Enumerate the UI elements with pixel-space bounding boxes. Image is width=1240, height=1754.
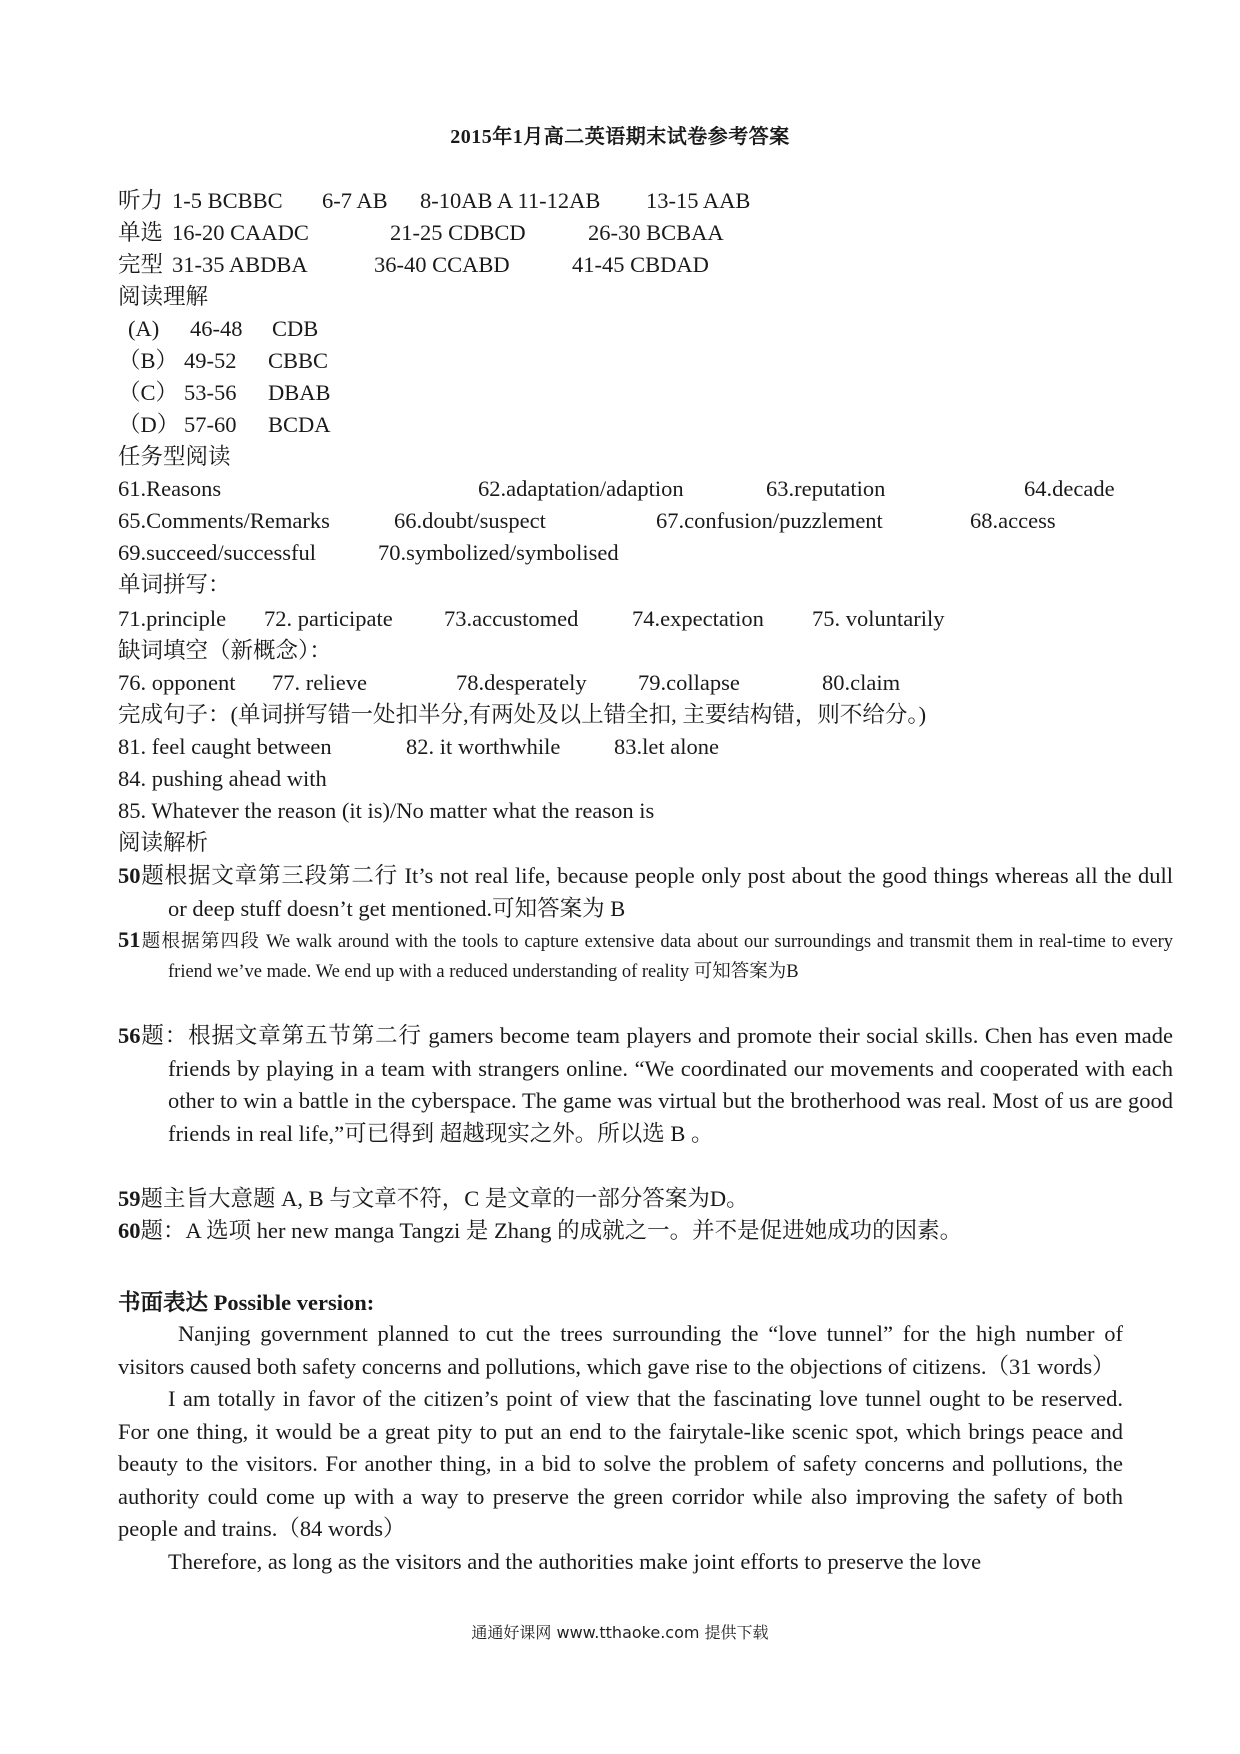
task-answer: 70.symbolized/symbolised [378,540,619,565]
writing-essay [118,1318,1123,1578]
spelling-answer: 73.accustomed [444,606,579,631]
analysis-q56 [118,1020,1173,1150]
listening-label: 听力 [118,188,164,213]
sentences-label: 完成句子：(单词拼写错一处扣半分,有两处及以上错全扣, 主要结构错，则不给分。) [118,702,927,727]
reading-answer: BCDA [268,412,331,437]
task-answer: 64.decade [1024,476,1115,501]
task-answer: 66.doubt/suspect [394,508,546,533]
spelling-answer: 71.principle [118,606,227,631]
listening-group: 13-15 AAB [646,188,751,213]
question-number: 56 [118,1023,141,1048]
page-title: 2015年1月高二英语期末试卷参考答案 [450,126,790,148]
reading-range: 46-48 [190,316,243,341]
question-number: 60 [118,1218,141,1243]
fill-blank-answer: 78.desperately [456,670,587,695]
fill-blank-answer: 79.collapse [638,670,740,695]
task-answer: 65.Comments/Remarks [118,508,330,533]
essay-paragraph: I am totally in favor of the citizen’s point of view that the fascinating love tunnel ought to be reserved. For one thing, it would be a great pity to put an end to the fairytale-like scenic spot, which brings peace and beauty to the visitors. For another thing, in a bid to solve the problem of safety concerns and pollutions, the authority could come up with a way to preserve the green corridor while also improving the safety of both people and trains.（84 words） [118,1386,1123,1541]
fill-blank-answer: 80.claim [822,670,901,695]
reading-part: （C） [118,380,179,405]
fill-blank-answer: 76. opponent [118,670,236,695]
cloze-label: 完型 [118,252,164,277]
essay-paragraph: Nanjing government planned to cut the trees surrounding the “love tunnel” for the high number of visitors caused both safety concerns and pollutions, which gave rise to the objections of citizens.（31 words） [118,1321,1123,1379]
reading-range: 57-60 [184,412,237,437]
analysis-text: 题主旨大意题 A, B 与文章不符，C 是文章的一部分答案为D。 [140,1186,749,1211]
cloze-group: 41-45 CBDAD [572,252,709,277]
reading-part: （B） [118,348,179,373]
cloze-group: 31-35 ABDBA [172,252,308,277]
analysis-q59 [118,1183,1123,1216]
sentence-answer-85: 85. Whatever the reason (it is)/No matter what the reason is [118,798,655,823]
reading-answer: CDB [272,316,319,341]
sentence-answer-84: 84. pushing ahead with [118,766,327,791]
reading-label: 阅读理解 [118,284,209,309]
reading-range: 53-56 [184,380,237,405]
reading-part: （D） [118,412,180,437]
analysis-q51 [118,925,1173,987]
reading-answer: DBAB [268,380,331,405]
single-choice-group: 16-20 CAADC [172,220,309,245]
question-number: 59 [118,1186,141,1211]
listening-group: 6-7 AB [322,188,388,213]
task-answer: 62.adaptation/adaption [478,476,684,501]
spelling-answer: 75. voluntarily [812,606,945,631]
spelling-answer: 72. participate [264,606,393,631]
reading-answer: CBBC [268,348,329,373]
analysis-text: 题：A 选项 her new manga Tangzi 是 Zhang 的成就之一。并不是促进她成功的因素。 [140,1218,963,1243]
analysis-text: 题：根据文章第五节第二行 gamers become team players and promote their social skills. Chen has even made friends by playing in a team with strangers online. “We coordinated our movements and cooperated with each other to win a battle in the cyberspace. The game was virtual but the brotherhood was real. Most of us are good friends in real life,”可已得到 超越现实之外。所以选 B 。 [140,1023,1173,1146]
fill-blank-label: 缺词填空（新概念）： [118,638,332,663]
reading-range: 49-52 [184,348,237,373]
task-answer: 61.Reasons [118,476,222,501]
task-reading-label: 任务型阅读 [118,444,231,469]
analysis-q50 [118,860,1173,925]
analysis-text: 题根据文章第三段第二行 It’s not real life, because people only post about the good things whereas all the dull or deep stuff doesn’t get mentioned.可知答案为 B [140,863,1173,921]
single-choice-group: 21-25 CDBCD [390,220,526,245]
spelling-answer: 74.expectation [632,606,764,631]
writing-heading: 书面表达 Possible version: [118,1290,375,1315]
essay-paragraph: Therefore, as long as the visitors and the authorities make joint efforts to preserve the love [168,1548,982,1574]
cloze-group: 36-40 CCABD [374,252,510,277]
listening-group: 8-10AB A 11-12AB [420,188,601,213]
task-answer: 67.confusion/puzzlement [656,508,883,533]
sentence-answer: 83.let alone [614,734,719,759]
question-number: 50 [118,863,141,888]
analysis-text: 题根据第四段 We walk around with the tools to capture extensive data about our surroundings and transmit them in real-time to every friend we’ve made. We end up with a reduced understanding of reality 可知答案为B [140,932,1173,982]
reading-part: (A) [128,316,160,341]
task-answer: 69.succeed/successful [118,540,317,565]
listening-group: 1-5 BCBBC [172,188,283,213]
task-answer: 68.access [970,508,1056,533]
analysis-q60 [118,1215,1123,1248]
analysis-label: 阅读解析 [118,830,209,855]
sentence-answer: 82. it worthwhile [406,734,561,759]
single-choice-group: 26-30 BCBAA [588,220,724,245]
single-choice-label: 单选 [118,220,164,245]
fill-blank-answer: 77. relieve [272,670,367,695]
spelling-label: 单词拼写： [118,572,231,597]
sentence-answer: 81. feel caught between [118,734,332,759]
task-answer: 63.reputation [766,476,886,501]
footer-source: 通通好课网 www.tthaoke.com 提供下载 [471,1623,769,1642]
question-number: 51 [118,927,141,952]
